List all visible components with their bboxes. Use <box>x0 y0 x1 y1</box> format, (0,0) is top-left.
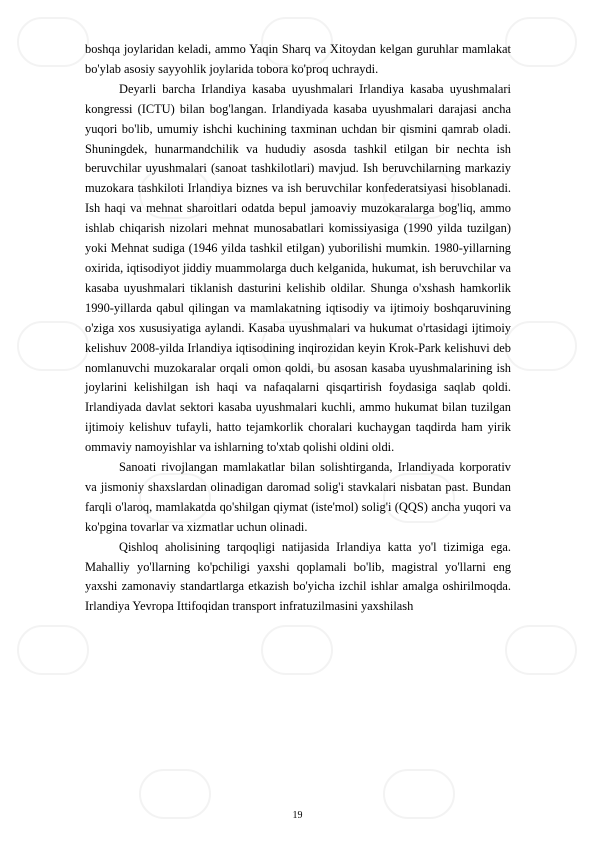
paragraph-trade-unions: Deyarli barcha Irlandiya kasaba uyushmalari Irlandiya kasaba uyushmalari kongressi (ICTU) bilan bog'langan. Irlandiyada kasaba uyushmalari darajasi ancha yuqori bo'lib, umumiy ishchi kuchining taxminan uchdan bir qismini qamrab oladi. Shuningdek, hunarmandchilik va hududiy asosda tashkil etilgan bir nechta ish beruvchilar uyushmalari (sanoat tashkilotlari) mavjud. Ish beruvchilarning markaziy muzokara tashkiloti Irlandiya biznes va ish beruvchilar konfederatsiyasi hisoblanadi. Ish haqi va mehnat sharoitlari odatda bepul jamoaviy muzokaralarga bog'liq, ammo ishlab chiqarish nizolari mehnat munosabatlari komissiyasiga (1990 yilda tuzilgan) yoki Mehnat sudiga (1946 yilda tashkil etilgan) yuborilishi mumkin. 1980-yillarning oxirida, iqtisodiyot jiddiy muammolarga duch kelganida, hukumat, ish beruvchilar va kasaba uyushmalari tiklanish dasturini kelishib oldilar. Shunga o'xshash hamkorlik 1990-yillarda qabul qilingan va mamlakatning iqtisodiy va ijtimoiy boshqaruvining o'ziga xos xususiyatiga aylandi. Kasaba uyushmalari va hukumat o'rtasidagi ijtimoiy kelishuv 2008-yilda Irlandiya iqtisodining inqirozidan keyin Krok-Park kelishuvi deb nomlanuvchi muzokaralar orqali omon qoldi, bu asosan kasaba uyushmalarining ish joylarini kelishilgan ish haqi va nafaqalarni qisqartirish foydasiga saqlab qoldi. Irlandiyada davlat sektori kasaba uyushmalari kuchli, ammo hukumat bilan tuzilgan ijtimoiy kelishuv tufayli, hatto tejamkorlik choralari kuchaygan taqdirda ham yirik ommaviy namoyishlar va ishlarning to'xtab qolishi oldini oldi. <box>85 81 511 455</box>
paragraph-taxation: Sanoati rivojlangan mamlakatlar bilan solishtirganda, Irlandiyada korporativ va jismoniy shaxslardan olinadigan daromad solig'i stavkalari nisbatan past. Bundan farqli o'laroq, mamlakatda qo'shilgan qiymat (iste'mol) solig'i (QQS) ancha yuqori va ko'pgina tovarlar va xizmatlar uchun olinadi. <box>85 460 511 534</box>
paragraph-continuation: boshqa joylaridan keladi, ammo Yaqin Sharq va Xitoydan kelgan guruhlar mamlakat bo'ylab asosiy sayyohlik joylarida tobora ko'proq uchraydi. <box>85 42 511 76</box>
page-number: 19 <box>292 810 303 821</box>
paragraph-transport: Qishloq aholisining tarqoqligi natijasida Irlandiya katta yo'l tizimiga ega. Mahalliy yo'llarning ko'pchiligi yaxshi qoplamali bo'lib, magistral yo'llarni eng yaxshi zamonaviy standartlarga etkazish bo'yicha izchil ishlar amalga oshirilmoqda. Irlandiya Yevropa Ittifoqidan transport infratuzilmasini yaxshilash <box>85 539 511 614</box>
page-content <box>85 40 511 617</box>
